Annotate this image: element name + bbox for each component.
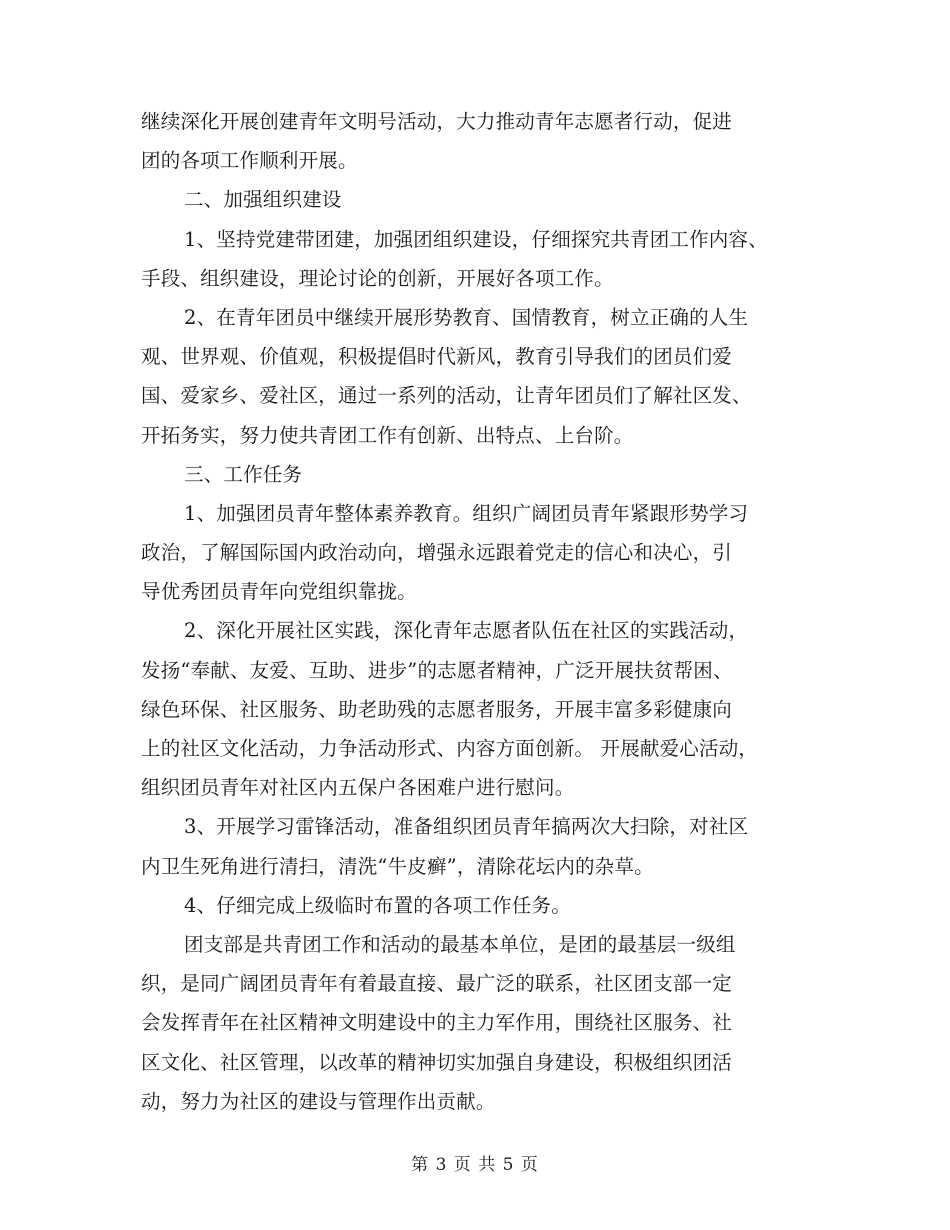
text-line: 2、深化开展社区实践，深化青年志愿者队伍在社区的实践活动， xyxy=(184,619,749,643)
text-line: 1、坚持党建带团建，加强团组织建设，仔细探究共青团工作内容、 xyxy=(184,227,768,251)
text-line: 区文化、社区管理，以改革的精神切实加强自身建设，积极组织团活 xyxy=(141,1050,733,1074)
text-line: 二、加强组织建设 xyxy=(184,188,342,212)
text-line: 三、工作任务 xyxy=(184,462,303,486)
text-line: 1、加强团员青年整体素养教育。组织广阔团员青年紧跟形势学习 xyxy=(184,501,749,525)
text-line: 4、仔细完成上级临时布置的各项工作任务。 xyxy=(184,893,571,917)
text-line: 上的社区文化活动，力争活动形式、内容方面创新。 开展献爱心活动， xyxy=(141,737,759,760)
text-line: 绿色环保、社区服务、助老助残的志愿者服务，开展丰富多彩健康向 xyxy=(141,697,733,721)
text-line: 动，努力为社区的建设与管理作出贡献。 xyxy=(141,1089,496,1113)
text-line: 团的各项工作顺利开展。 xyxy=(141,149,358,173)
text-line: 3、开展学习雷锋活动，准备组织团员青年搞两次大扫除，对社区 xyxy=(184,815,749,839)
text-line: 组织团员青年对社区内五保户各困难户进行慰问。 xyxy=(141,776,575,800)
text-line: 导优秀团员青年向党组织靠拢。 xyxy=(141,580,417,604)
text-line: 手段、组织建设，理论讨论的创新，开展好各项工作。 xyxy=(141,266,614,290)
text-line: 内卫生死角进行清扫，清洗“牛皮癣”，清除花坛内的杂草。 xyxy=(141,854,654,878)
text-line: 继续深化开展创建青年文明号活动，大力推动青年志愿者行动，促进 xyxy=(141,110,733,133)
text-line: 织，是同广阔团员青年有着最直接、最广泛的联系，社区团支部一定 xyxy=(141,972,733,996)
text-line: 政治，了解国际国内政治动向，增强永远跟着党走的信心和决心，引 xyxy=(141,541,733,565)
page-footer: 第 3 页 共 5 页 xyxy=(411,1155,539,1175)
text-line: 团支部是共青团工作和活动的最基本单位，是团的最基层一级组 xyxy=(184,932,736,956)
document-body xyxy=(141,102,821,1121)
text-line: 开拓务实，努力使共青团工作有创新、出特点、上台阶。 xyxy=(141,423,634,447)
text-line: 2、在青年团员中继续开展形势教育、国情教育，树立正确的人生 xyxy=(184,305,749,329)
text-line: 发扬“奉献、友爱、互助、进步”的志愿者精神，广泛开展扶贫帮困、 xyxy=(141,658,733,682)
text-line: 会发挥青年在社区精神文明建设中的主力军作用，围绕社区服务、社 xyxy=(141,1011,733,1035)
text-line: 观、世界观、价值观，积极提倡时代新风，教育引导我们的团员们爱 xyxy=(141,345,733,369)
text-line: 国、爱家乡、爱社区，通过一系列的活动，让青年团员们了解社区发、 xyxy=(141,384,752,408)
